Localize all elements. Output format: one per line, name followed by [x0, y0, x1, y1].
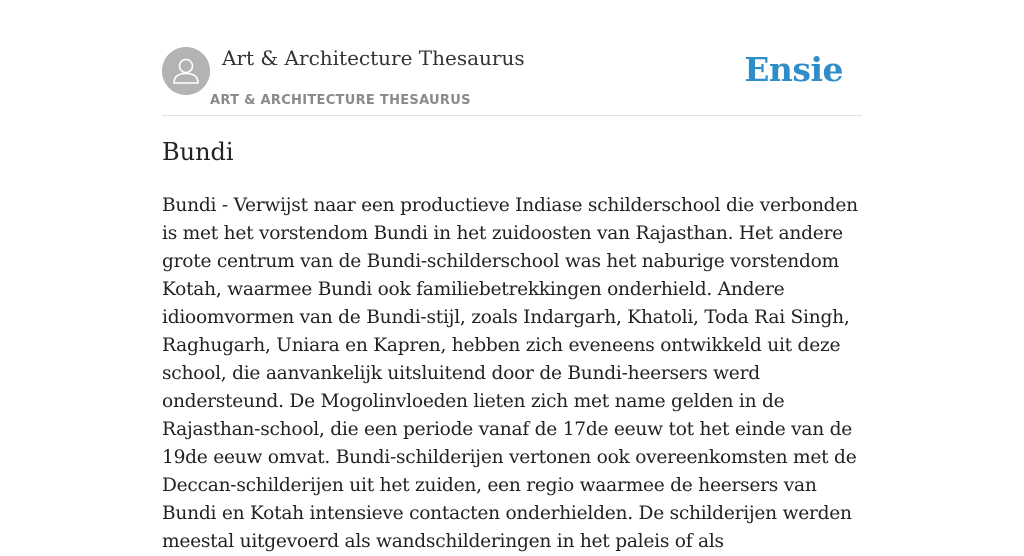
source-header [162, 46, 862, 116]
entry-title: Bundi [162, 138, 234, 166]
source-title[interactable]: Art & Architecture Thesaurus [222, 46, 525, 70]
user-silhouette-icon[interactable] [162, 47, 210, 95]
source-subtitle[interactable]: ART & ARCHITECTURE THESAURUS [210, 93, 471, 108]
header-divider [162, 115, 862, 116]
entry-body: Bundi - Verwijst naar een productieve Indiase schilderschool die verbonden is met het vorstendom Bundi in het zuidoosten van Rajasthan. Het andere grote centrum van de Bundi-schilderschool was het naburige vorstendom Kotah, waarmee Bundi ook familiebetrekkingen onderhield. Andere idioomvormen van de Bundi-stijl, zoals Indargarh, Khatoli, Toda Rai Singh, Raghugarh, Uniara en Kapren, hebben zich eveneens ontwikkeld uit deze school, die aanvankelijk uitsluitend door de Bundi-heersers werd ondersteund. De Mogolinvloeden lieten zich met name gelden in de Rajasthan-school, die een periode vanaf de 17de eeuw tot het einde van de 19de eeuw omvat. Bundi-schilderijen vertonen ook overeenkomsten met de Deccan-schilderijen uit het zuiden, een regio waarmee de heersers van Bundi en Kotah intensieve contacten onderhielden. De schilderijen werden meestal uitgevoerd als wandschilderingen in het paleis of als [162, 195, 858, 552]
ensie-logo[interactable]: Ensie [744, 50, 843, 89]
